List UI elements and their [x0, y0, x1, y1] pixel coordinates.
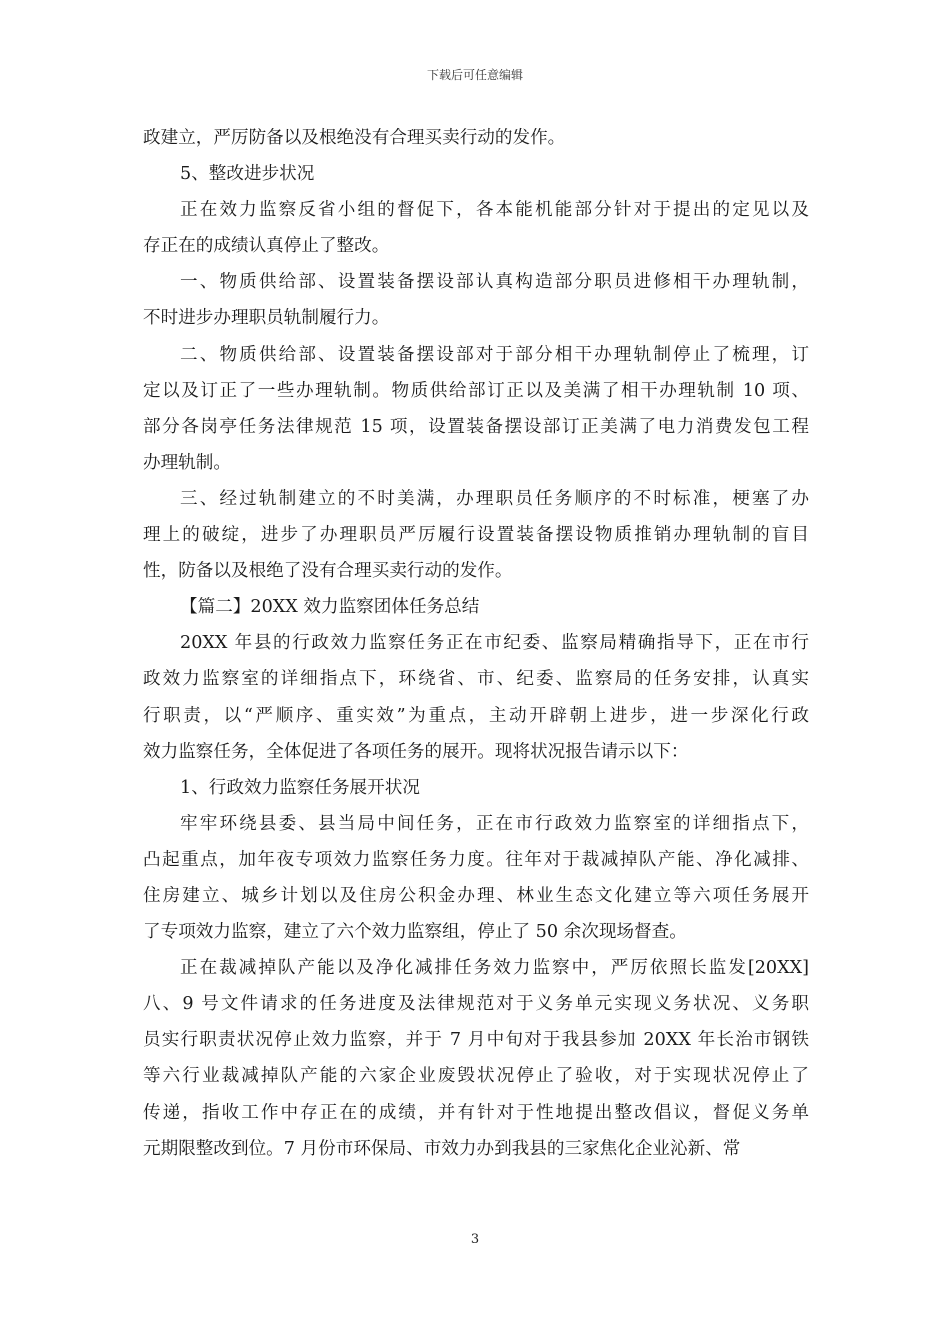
- paragraph-line: 住房建立、城乡计划以及住房公积金办理、林业生态文化建立等六项任务展开: [143, 885, 809, 906]
- paragraph-line-first: 正在效力监察反省小组的督促下，各本能机能部分针对于提出的定见以及: [180, 200, 809, 221]
- paragraph-line-first: 5、整改进步状况: [180, 164, 315, 185]
- document-body: [143, 120, 809, 1167]
- paragraph-line: 行职责，以“严顺序、重实效”为重点，主动开辟朝上进步，进一步深化行政: [143, 705, 809, 726]
- paragraph-line: 理上的破绽，进步了办理职员严厉履行设置装备摆设物质推销办理轨制的盲目: [143, 525, 809, 546]
- paragraph-line: 不时进步办理职员轨制履行力。: [143, 308, 390, 329]
- paragraph-line-first: 20XX 年县的行政效力监察任务正在市纪委、监察局精确指导下，正在市行: [180, 633, 809, 654]
- paragraph-line-first: 正在裁减掉队产能以及净化减排任务效力监察中，严厉依照长监发[20XX]: [180, 958, 809, 979]
- paragraph-line: 存正在的成绩认真停止了整改。: [143, 236, 390, 257]
- page-number: 3: [470, 1232, 480, 1247]
- paragraph-line-first: 政建立，严厉防备以及根绝没有合理买卖行动的发作。: [143, 128, 566, 148]
- paragraph-line-first: 牢牢环绕县委、县当局中间任务，正在市行政效力监察室的详细指点下，: [180, 813, 809, 834]
- paragraph-line: 传递，指收工作中存正在的成绩，并有针对于性地提出整改倡议，督促义务单: [143, 1102, 809, 1123]
- paragraph-line: 等六行业裁减掉队产能的六家企业废毁状况停止了验收，对于实现状况停止了: [143, 1066, 809, 1087]
- paragraph-line: 效力监察任务，全体促进了各项任务的展开。现将状况报告请示以下：: [143, 741, 689, 762]
- page-header: 下载后可任意编辑: [426, 68, 523, 82]
- paragraph-line: 办理轨制。: [143, 452, 231, 473]
- paragraph-line: 性，防备以及根绝了没有合理买卖行动的发作。: [143, 561, 513, 582]
- paragraph-line-first: 三、经过轨制建立的不时美满，办理职员任务顺序的不时标准，梗塞了办: [180, 488, 809, 509]
- paragraph-line-first: 一、物质供给部、设置装备摆设部认真构造部分职员进修相干办理轨制，: [180, 272, 809, 293]
- paragraph-line: 凸起重点，加年夜专项效力监察任务力度。往年对于裁减掉队产能、净化减排、: [143, 849, 809, 870]
- paragraph-line-first: 二、物质供给部、设置装备摆设部对于部分相干办理轨制停止了梳理，订: [180, 344, 809, 365]
- paragraph-line: 了专项效力监察，建立了六个效力监察组，停止了 50 余次现场督查。: [143, 922, 687, 943]
- paragraph-line: 八、9 号文件请求的任务进度及法律规范对于义务单元实现义务状况、义务职: [143, 994, 809, 1015]
- paragraph-line: 定以及订正了一些办理轨制。物质供给部订正以及美满了相干办理轨制 10 项、: [143, 380, 809, 401]
- paragraph-line-first: 1、行政效力监察任务展开状况: [180, 777, 420, 798]
- paragraph-line-first: 【篇二】20XX 效力监察团体任务总结: [180, 597, 480, 618]
- paragraph-line: 部分各岗亭任务法律规范 15 项，设置装备摆设部订正美满了电力消费发包工程: [143, 416, 809, 437]
- paragraph-line: 元期限整改到位。7 月份市环保局、市效力办到我县的三家焦化企业沁新、常: [143, 1138, 741, 1159]
- paragraph-line: 员实行职责状况停止效力监察，并于 7 月中旬对于我县参加 20XX 年长治市钢铁: [143, 1030, 809, 1051]
- paragraph-line: 政效力监察室的详细指点下，环绕省、市、纪委、监察局的任务安排，认真实: [143, 669, 809, 690]
